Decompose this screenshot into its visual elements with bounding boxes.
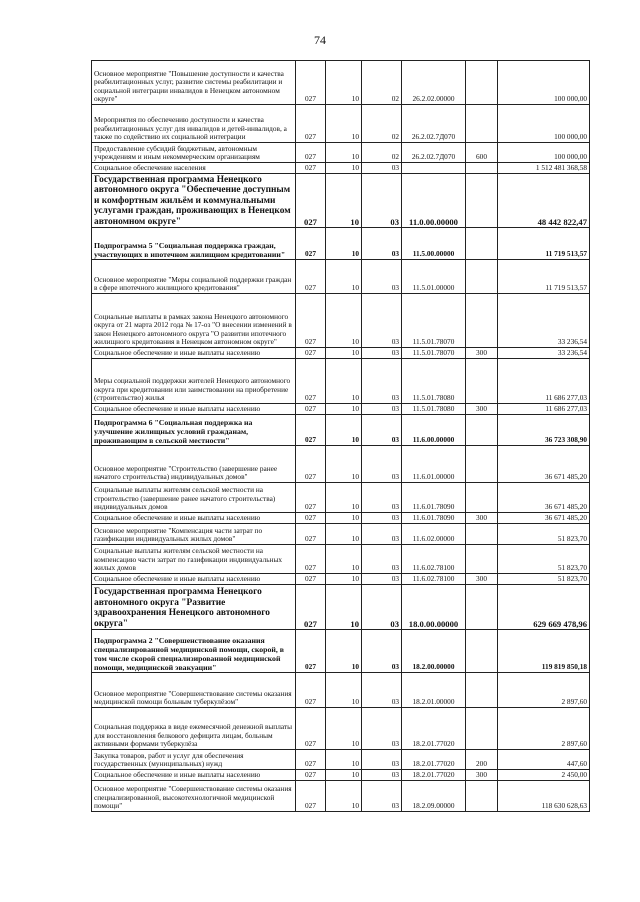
row-name: Социальное обеспечение населения <box>92 163 296 174</box>
row-section-code: 10 <box>326 359 362 404</box>
row-subsection-code: 03 <box>362 545 402 574</box>
row-subsection-code: 03 <box>362 294 402 348</box>
row-section-code: 10 <box>326 545 362 574</box>
row-subsection-code: 03 <box>362 630 402 673</box>
row-amount: 2 897,60 <box>498 673 590 708</box>
row-expense-type <box>466 708 498 750</box>
table-row <box>92 708 590 750</box>
row-target-code: 11.6.01.00000 <box>402 446 466 483</box>
row-section-code: 10 <box>326 750 362 770</box>
row-name: Подпрограмма 6 "Социальная поддержка на улучшение жилищных условий гражданам, проживающим в сельской местности" <box>92 415 296 446</box>
row-ved-code: 027 <box>296 174 326 228</box>
row-expense-type: 200 <box>466 750 498 770</box>
table-row <box>92 228 590 260</box>
row-section-code: 10 <box>326 105 362 143</box>
table-row <box>92 630 590 673</box>
row-ved-code: 027 <box>296 708 326 750</box>
row-target-code: 11.5.01.78080 <box>402 404 466 415</box>
row-section-code: 10 <box>326 630 362 673</box>
row-subsection-code: 03 <box>362 359 402 404</box>
row-amount: 11 719 513,57 <box>498 228 590 260</box>
row-expense-type <box>466 545 498 574</box>
row-amount: 51 823,70 <box>498 545 590 574</box>
row-target-code: 11.6.02.78100 <box>402 574 466 585</box>
row-subsection-code: 03 <box>362 513 402 524</box>
row-target-code: 18.0.00.00000 <box>402 585 466 630</box>
row-name: Подпрограмма 2 "Совершенствование оказания специализированной медицинской помощи, скорой, в том числе скорой специализированной медицинской помощи, медицинской эвакуации" <box>92 630 296 673</box>
row-expense-type: 300 <box>466 513 498 524</box>
row-subsection-code: 03 <box>362 404 402 415</box>
row-name: Основное мероприятие "Совершенствование системы оказания медицинской помощи больным туберкулёзом" <box>92 673 296 708</box>
row-name: Государственная программа Ненецкого автономного округа "Развитие здравоохранения Ненецкого автономного округа" <box>92 585 296 630</box>
row-target-code <box>402 163 466 174</box>
row-subsection-code: 03 <box>362 174 402 228</box>
row-ved-code: 027 <box>296 630 326 673</box>
row-ved-code: 027 <box>296 105 326 143</box>
row-ved-code: 027 <box>296 348 326 359</box>
row-amount: 11 686 277,03 <box>498 359 590 404</box>
row-section-code: 10 <box>326 143 362 163</box>
row-amount: 36 671 485,20 <box>498 446 590 483</box>
row-name: Основное мероприятие "Повышение доступности и качества реабилитационных услуг, развитие системы реабилитации и социальной интеграции инвалидов в Ненецком автономном округе" <box>92 61 296 105</box>
row-subsection-code: 03 <box>362 483 402 513</box>
table-row <box>92 359 590 404</box>
row-expense-type <box>466 105 498 143</box>
row-expense-type <box>466 446 498 483</box>
row-target-code: 11.5.01.00000 <box>402 260 466 294</box>
row-section-code: 10 <box>326 294 362 348</box>
row-section-code: 10 <box>326 415 362 446</box>
row-target-code: 26.2.02.7Д070 <box>402 143 466 163</box>
row-subsection-code: 03 <box>362 585 402 630</box>
row-target-code: 11.5.00.00000 <box>402 228 466 260</box>
row-section-code: 10 <box>326 673 362 708</box>
row-ved-code: 027 <box>296 770 326 781</box>
row-ved-code: 027 <box>296 545 326 574</box>
row-subsection-code: 03 <box>362 750 402 770</box>
row-ved-code: 027 <box>296 415 326 446</box>
table-row <box>92 574 590 585</box>
row-target-code: 11.6.01.78090 <box>402 483 466 513</box>
row-amount: 100 000,00 <box>498 105 590 143</box>
row-target-code: 18.2.01.77020 <box>402 770 466 781</box>
table-row <box>92 781 590 812</box>
row-expense-type <box>466 630 498 673</box>
row-section-code: 10 <box>326 483 362 513</box>
row-target-code: 18.2.09.00000 <box>402 781 466 812</box>
row-section-code: 10 <box>326 174 362 228</box>
row-expense-type: 600 <box>466 143 498 163</box>
row-expense-type <box>466 585 498 630</box>
row-amount: 33 236,54 <box>498 294 590 348</box>
row-amount: 629 669 478,96 <box>498 585 590 630</box>
row-ved-code: 027 <box>296 750 326 770</box>
row-expense-type <box>466 260 498 294</box>
row-expense-type <box>466 163 498 174</box>
table-row <box>92 524 590 545</box>
row-target-code: 11.6.00.00000 <box>402 415 466 446</box>
budget-table-body <box>92 61 590 812</box>
table-row <box>92 673 590 708</box>
table-row <box>92 545 590 574</box>
row-amount: 2 450,00 <box>498 770 590 781</box>
row-ved-code: 027 <box>296 673 326 708</box>
row-subsection-code: 03 <box>362 574 402 585</box>
row-subsection-code: 03 <box>362 673 402 708</box>
row-name: Социальные выплаты жителям сельской местности на строительство (завершение ранее начатого строительства) индивидуальных домов <box>92 483 296 513</box>
row-amount: 100 000,00 <box>498 61 590 105</box>
row-subsection-code: 03 <box>362 348 402 359</box>
table-row <box>92 585 590 630</box>
row-section-code: 10 <box>326 708 362 750</box>
row-section-code: 10 <box>326 513 362 524</box>
row-expense-type <box>466 524 498 545</box>
table-row <box>92 143 590 163</box>
row-section-code: 10 <box>326 260 362 294</box>
row-name: Государственная программа Ненецкого автономного округа "Обеспечение доступным и комфортным жильём и коммунальными услугами граждан, проживающих в Ненецком автономном округе" <box>92 174 296 228</box>
table-row <box>92 163 590 174</box>
row-section-code: 10 <box>326 446 362 483</box>
row-target-code: 11.6.02.00000 <box>402 524 466 545</box>
row-expense-type <box>466 61 498 105</box>
row-amount: 36 671 485,20 <box>498 483 590 513</box>
row-section-code: 10 <box>326 348 362 359</box>
row-target-code: 11.5.01.78070 <box>402 348 466 359</box>
row-subsection-code: 03 <box>362 708 402 750</box>
row-amount: 36 723 308,90 <box>498 415 590 446</box>
row-expense-type: 300 <box>466 348 498 359</box>
row-name: Мероприятия по обеспечению доступности и качества реабилитационных услуг для инвалидов и детей-инвалидов, а также по содействию их социальной интеграции <box>92 105 296 143</box>
row-target-code: 18.2.01.77020 <box>402 708 466 750</box>
row-subsection-code: 03 <box>362 524 402 545</box>
row-expense-type <box>466 415 498 446</box>
table-row <box>92 348 590 359</box>
table-row <box>92 446 590 483</box>
row-amount: 11 686 277,03 <box>498 404 590 415</box>
row-name: Социальное обеспечение и иные выплаты населению <box>92 348 296 359</box>
table-row <box>92 483 590 513</box>
row-subsection-code: 03 <box>362 781 402 812</box>
row-name: Социальное обеспечение и иные выплаты населению <box>92 770 296 781</box>
table-row <box>92 105 590 143</box>
row-subsection-code: 02 <box>362 105 402 143</box>
row-name: Социальные выплаты в рамках закона Ненецкого автономного округа от 21 марта 2012 года № 17-оз "О внесении изменений в закон Ненецкого автономного округа "О развитии ипотечного жилищного кредитования в Ненецком автономном округе" <box>92 294 296 348</box>
page-number: 74 <box>314 33 326 47</box>
row-section-code: 10 <box>326 404 362 415</box>
row-name: Социальное обеспечение и иные выплаты населению <box>92 574 296 585</box>
table-row <box>92 750 590 770</box>
row-expense-type <box>466 359 498 404</box>
row-section-code: 10 <box>326 770 362 781</box>
row-ved-code: 027 <box>296 294 326 348</box>
row-subsection-code: 02 <box>362 61 402 105</box>
table-row <box>92 294 590 348</box>
row-name: Основное мероприятие "Совершенствование системы оказания специализированной, высокотехнологичной медицинской помощи" <box>92 781 296 812</box>
row-ved-code: 027 <box>296 524 326 545</box>
row-name: Основное мероприятие "Строительство (завершение ранее начатого строительства) индивидуальных домов" <box>92 446 296 483</box>
row-ved-code: 027 <box>296 585 326 630</box>
row-name: Социальная поддержка в виде ежемесячной денежной выплаты для восстановления белкового дефицита лицам, больным активными формами туберкулёза <box>92 708 296 750</box>
row-subsection-code: 03 <box>362 228 402 260</box>
row-expense-type <box>466 781 498 812</box>
row-subsection-code: 03 <box>362 770 402 781</box>
row-name: Социальные выплаты жителям сельской местности на компенсацию части затрат по газификации индивидуальных жилых домов <box>92 545 296 574</box>
row-subsection-code: 03 <box>362 163 402 174</box>
row-ved-code: 027 <box>296 163 326 174</box>
row-expense-type <box>466 174 498 228</box>
row-amount: 447,60 <box>498 750 590 770</box>
row-amount: 36 671 485,20 <box>498 513 590 524</box>
row-ved-code: 027 <box>296 260 326 294</box>
row-section-code: 10 <box>326 574 362 585</box>
row-ved-code: 027 <box>296 446 326 483</box>
table-row <box>92 174 590 228</box>
row-section-code: 10 <box>326 585 362 630</box>
row-subsection-code: 03 <box>362 446 402 483</box>
row-name: Подпрограмма 5 "Социальная поддержка граждан, участвующих в ипотечном жилищном кредитовании" <box>92 228 296 260</box>
row-ved-code: 027 <box>296 574 326 585</box>
row-expense-type: 300 <box>466 770 498 781</box>
row-name: Основное мероприятие "Меры социальной поддержки граждан в сфере ипотечного жилищного кредитования" <box>92 260 296 294</box>
row-name: Основное мероприятие "Компенсация части затрат по газификации индивидуальных жилых домов" <box>92 524 296 545</box>
row-amount: 11 719 513,57 <box>498 260 590 294</box>
row-subsection-code: 03 <box>362 415 402 446</box>
table-row <box>92 770 590 781</box>
row-target-code: 11.0.00.00000 <box>402 174 466 228</box>
row-expense-type: 300 <box>466 574 498 585</box>
table-row <box>92 61 590 105</box>
row-target-code: 18.2.01.77020 <box>402 750 466 770</box>
row-expense-type <box>466 228 498 260</box>
row-name: Закупка товаров, работ и услуг для обеспечения государственных (муниципальных) нужд <box>92 750 296 770</box>
row-ved-code: 027 <box>296 483 326 513</box>
row-ved-code: 027 <box>296 61 326 105</box>
table-row <box>92 404 590 415</box>
row-ved-code: 027 <box>296 228 326 260</box>
row-amount: 100 000,00 <box>498 143 590 163</box>
row-amount: 2 897,60 <box>498 708 590 750</box>
row-target-code: 11.5.01.78070 <box>402 294 466 348</box>
row-target-code: 26.2.02.00000 <box>402 61 466 105</box>
row-name: Предоставление субсидий бюджетным, автономным учреждениям и иным некоммерческим организациям <box>92 143 296 163</box>
row-section-code: 10 <box>326 228 362 260</box>
row-target-code: 11.6.02.78100 <box>402 545 466 574</box>
row-amount: 51 823,70 <box>498 574 590 585</box>
row-section-code: 10 <box>326 61 362 105</box>
budget-table <box>91 60 590 812</box>
row-ved-code: 027 <box>296 404 326 415</box>
row-amount: 48 442 822,47 <box>498 174 590 228</box>
row-ved-code: 027 <box>296 359 326 404</box>
row-section-code: 10 <box>326 163 362 174</box>
row-section-code: 10 <box>326 524 362 545</box>
row-target-code: 26.2.02.7Д070 <box>402 105 466 143</box>
table-row <box>92 415 590 446</box>
row-target-code: 11.6.01.78090 <box>402 513 466 524</box>
row-amount: 119 819 850,18 <box>498 630 590 673</box>
table-row <box>92 260 590 294</box>
table-row <box>92 513 590 524</box>
row-ved-code: 027 <box>296 513 326 524</box>
row-expense-type <box>466 483 498 513</box>
row-ved-code: 027 <box>296 781 326 812</box>
row-name: Социальное обеспечение и иные выплаты населению <box>92 513 296 524</box>
row-amount: 1 512 481 368,58 <box>498 163 590 174</box>
row-name: Социальное обеспечение и иные выплаты населению <box>92 404 296 415</box>
row-expense-type <box>466 294 498 348</box>
row-name: Меры социальной поддержки жителей Ненецкого автономного округа при кредитовании или заимствовании на приобретение (строительство) жилья <box>92 359 296 404</box>
row-section-code: 10 <box>326 781 362 812</box>
row-ved-code: 027 <box>296 143 326 163</box>
row-target-code: 18.2.00.00000 <box>402 630 466 673</box>
row-expense-type: 300 <box>466 404 498 415</box>
row-subsection-code: 02 <box>362 143 402 163</box>
row-amount: 33 236,54 <box>498 348 590 359</box>
row-target-code: 18.2.01.00000 <box>402 673 466 708</box>
row-amount: 51 823,70 <box>498 524 590 545</box>
row-expense-type <box>466 673 498 708</box>
row-subsection-code: 03 <box>362 260 402 294</box>
row-amount: 118 630 628,63 <box>498 781 590 812</box>
row-target-code: 11.5.01.78080 <box>402 359 466 404</box>
